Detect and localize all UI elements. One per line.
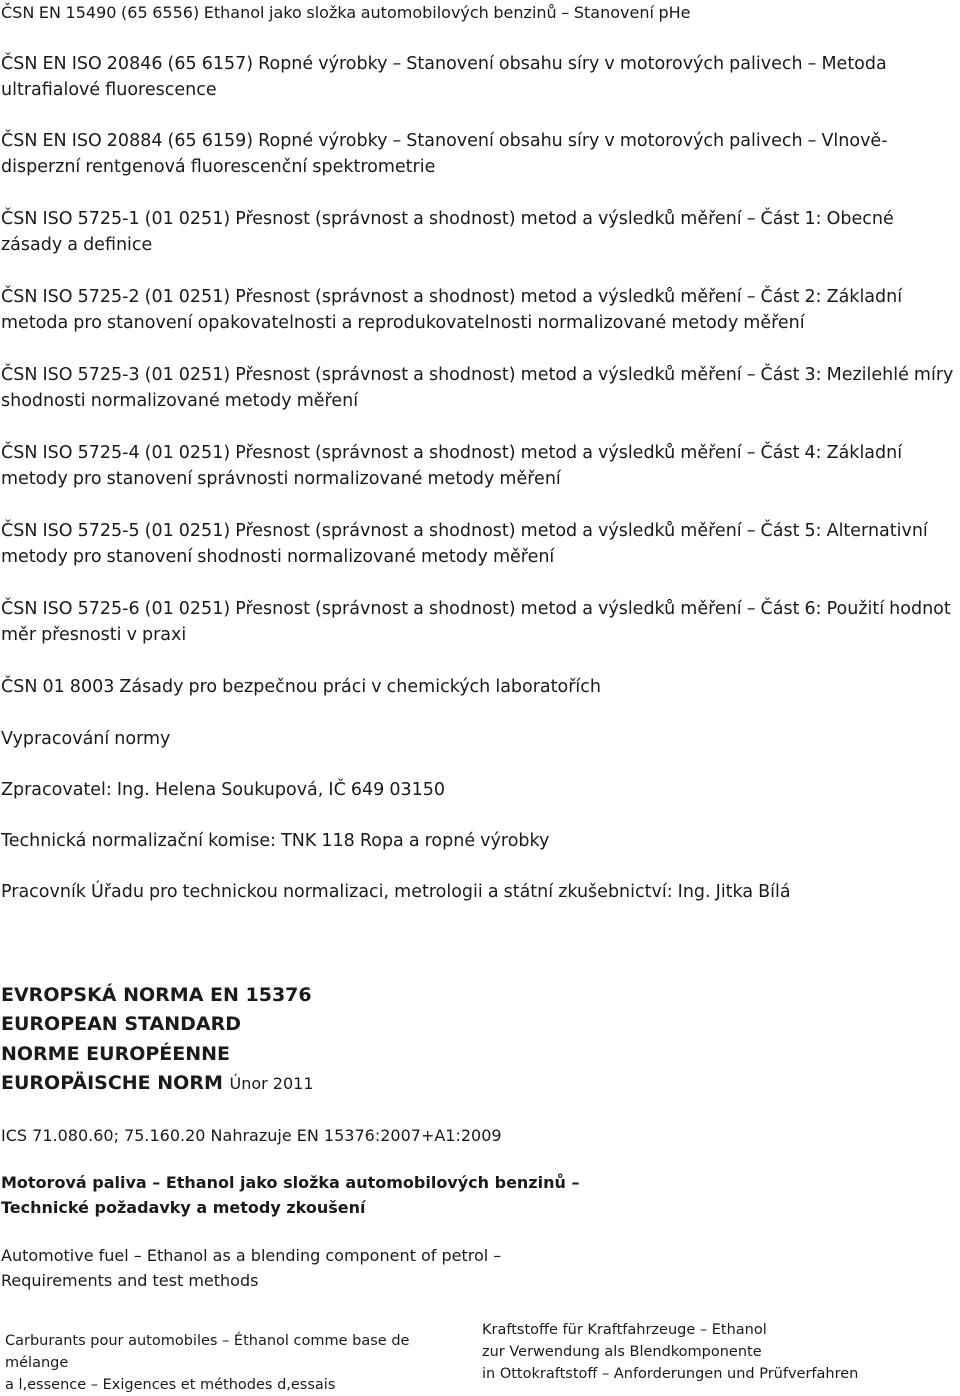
preparation-heading: Vypracování normy (1, 729, 171, 749)
reference-item: ČSN EN ISO 20884 (65 6159) Ropné výrobky – Stanovení obsahu síry v motorových palivech – Vlnově-disperzní rentgenová fluorescenční spektrometrie (1, 131, 888, 177)
subject-de-line: in Ottokraftstoff – Anforderungen und Prüfverfahren (482, 1366, 859, 1382)
subject-title-fr (5, 1330, 465, 1396)
subject-title-de (482, 1319, 952, 1385)
subject-cz-line: Technické požadavky a metody zkoušení (1, 1198, 366, 1217)
processor-line: Zpracovatel: Ing. Helena Soukupová, IČ 649 03150 (1, 780, 445, 800)
officer-line: Pracovník Úřadu pro technickou normalizaci, metrologii a státní zkušebnictví: Ing. Jitka Bílá (1, 882, 791, 902)
subject-fr-line: a l,essence – Exigences et méthodes d,essais (5, 1377, 336, 1393)
subject-title-en (1, 1243, 701, 1293)
standard-title-fr: NORME EUROPÉENNE (1, 1043, 231, 1065)
reference-item: ČSN ISO 5725-6 (01 0251) Přesnost (správnost a shodnost) metod a výsledků měření – Část 6: Použití hodnot měr přesnosti v praxi (1, 599, 951, 645)
reference-item: ČSN ISO 5725-1 (01 0251) Přesnost (správnost a shodnost) metod a výsledků měření – Část 1: Obecné zásady a definice (1, 209, 894, 255)
subject-de-line: Kraftstoffe für Kraftfahrzeuge – Ethanol (482, 1322, 767, 1338)
reference-item: ČSN 01 8003 Zásady pro bezpečnou práci v chemických laboratořích (1, 677, 601, 697)
reference-item: ČSN ISO 5725-2 (01 0251) Přesnost (správnost a shodnost) metod a výsledků měření – Část 2: Základní metoda pro stanovení opakovatelnosti a reprodukovatelnosti normalizované metody měření (1, 287, 903, 333)
reference-item: ČSN EN ISO 20846 (65 6157) Ropné výrobky – Stanovení obsahu síry v motorových palivech – Metoda ultrafialové fluorescence (1, 54, 887, 100)
reference-item: ČSN ISO 5725-4 (01 0251) Přesnost (správnost a shodnost) metod a výsledků měření – Část 4: Základní metody pro stanovení správnosti normalizované metody měření (1, 443, 903, 489)
standard-title-cz: EVROPSKÁ NORMA EN 15376 (1, 984, 312, 1006)
reference-item: ČSN ISO 5725-3 (01 0251) Přesnost (správnost a shodnost) metod a výsledků měření – Část 3: Mezilehlé míry shodnosti normalizované metody měření (1, 365, 954, 411)
reference-item: ČSN ISO 5725-5 (01 0251) Přesnost (správnost a shodnost) metod a výsledků měření – Část 5: Alternativní metody pro stanovení shodnosti normalizované metody měření (1, 521, 928, 567)
subject-en-line: Requirements and test methods (1, 1271, 259, 1290)
reference-item: ČSN EN 15490 (65 6556) Ethanol jako složka automobilových benzinů – Stanovení pHe (1, 3, 691, 22)
publication-date: Únor 2011 (229, 1074, 314, 1093)
subject-en-line: Automotive fuel – Ethanol as a blending component of petrol – (1, 1246, 502, 1265)
subject-title-cz (1, 1170, 701, 1220)
ics-line: ICS 71.080.60; 75.160.20 Nahrazuje EN 15376:2007+A1:2009 (1, 1126, 502, 1145)
subject-fr-line: Carburants pour automobiles – Éthanol comme base de mélange (5, 1333, 410, 1371)
subject-de-line: zur Verwendung als Blendkomponente (482, 1344, 762, 1360)
committee-line: Technická normalizační komise: TNK 118 Ropa a ropné výrobky (1, 831, 550, 851)
subject-cz-line: Motorová paliva – Ethanol jako složka automobilových benzinů – (1, 1173, 580, 1192)
standard-title-de: EUROPÄISCHE NORM (1, 1072, 223, 1094)
standard-title-en: EUROPEAN STANDARD (1, 1013, 241, 1035)
standard-title-de-row (1, 1068, 801, 1099)
